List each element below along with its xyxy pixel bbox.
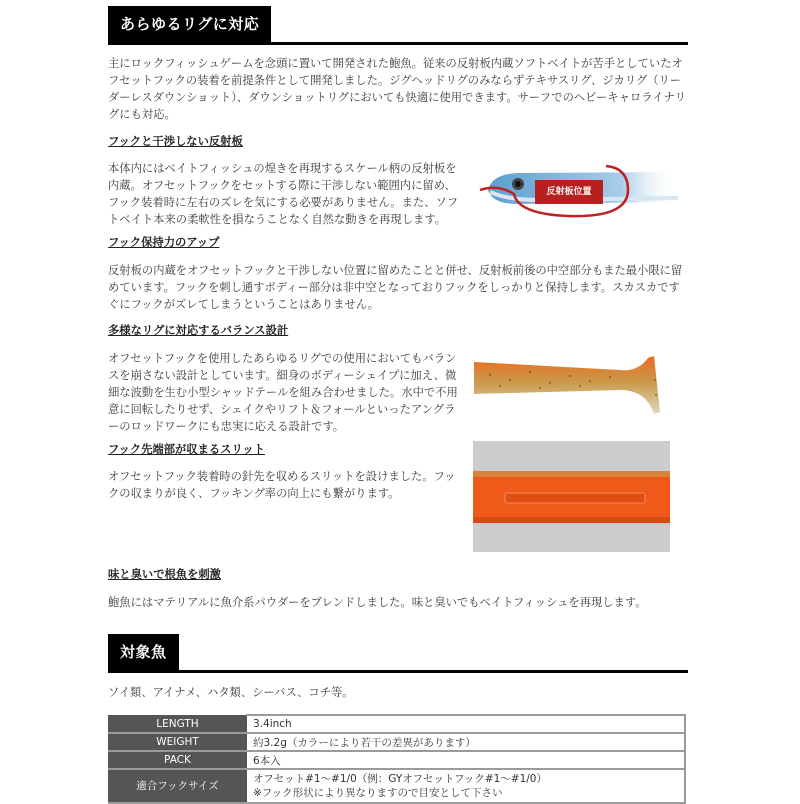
spec-key: PACK — [109, 751, 247, 769]
feature-body: オフセットフック装着時の針先を収めるスリットを設けました。フックの収まりが良く、フッキング率の向上にも繋がります。 — [108, 470, 456, 500]
shad-tail-lure-image — [470, 350, 695, 425]
feature-heading: 味と臭いで根魚を刺激 — [108, 568, 221, 581]
table-row — [109, 715, 686, 733]
feature-body: 本体内にはベイトフィッシュの煌きを再現するスケール柄の反射板を内蔵。オフセットフックをセットする際に干渉しない範囲内に留め、フック装着時に左右のズレを気にする必要がありません。また、ソフトベイト本来の柔軟性を損なうことなく自然な動きを再現します。 — [108, 162, 459, 226]
section-header-rigs — [108, 6, 688, 45]
hook-size-value: オフセット#1～#1/0（例：GYオフセットフック#1～#1/0） — [253, 773, 547, 785]
feature-body: 鮑魚にはマテリアルに魚介系パウダーをブレンドしました。味と臭いでもベイトフィッシュを再現します。 — [108, 596, 647, 609]
feature-body: 反射板の内蔵をオフセットフックと干渉しない位置に留めたことと併せ、反射板前後の中空部分もまた最小限に留めています。フックを刺し通すボディー部分は非中空となっておりフックをしっかりと保持します。スカスカですぐにフックがズレてしまうということはありません。 — [108, 264, 683, 311]
table-row — [109, 769, 686, 803]
feature-heading: フック保持力のアップ — [108, 236, 220, 249]
feature-heading: フックと干渉しない反射板 — [108, 135, 243, 148]
feature-heading: フック先端部が収まるスリット — [108, 443, 265, 456]
hook-size-note: ※フック形状により異なりますので目安として下さい — [253, 787, 503, 799]
feature-body: オフセットフックを使用したあらゆるリグでの使用においてもバランスを崩さない設計としています。細身のボディーシェイプに加え、微細な波動を生む小型シャッドテールを組み合わせました。水中で不用意に回転したりせず、シェイクやリフト＆フォールといったアングラーのロッドワークにも忠実に応える設計です。 — [108, 352, 458, 433]
slit-closeup-image — [473, 441, 670, 552]
spec-value: 約3.2g（カラーにより若干の差異があります） — [247, 733, 686, 751]
section-header-target-fish — [108, 634, 688, 673]
reflector-position-label: 反射板位置 — [535, 180, 603, 204]
target-fish-text: ソイ類、アイナメ、ハタ類、シーバス、コチ等。 — [108, 686, 354, 699]
spec-key: 適合フックサイズ — [109, 769, 247, 803]
section-title: あらゆるリグに対応 — [108, 6, 271, 45]
spec-key: WEIGHT — [109, 733, 247, 751]
spec-key: LENGTH — [109, 715, 247, 733]
feature-heading: 多様なリグに対応するバランス設計 — [108, 324, 289, 337]
section-title: 対象魚 — [108, 634, 179, 673]
spec-value: 6本入 — [247, 751, 686, 769]
table-row — [109, 751, 686, 769]
spec-table — [108, 714, 686, 804]
intro-paragraph: 主にロックフィッシュゲームを念頭に置いて開発された鮑魚。従来の反射板内蔵ソフトベイトが苦手としていたオフセットフックの装着を前提条件として開発しました。ジグヘッドリグのみならずテキサスリグ、ジカリグ（リーダーレスダウンショット）、ダウンショットリグにおいても快適に使用できます。サーフでのヘビーキャロライナリグにも対応。 — [108, 57, 687, 121]
spec-value — [247, 769, 686, 803]
table-row — [109, 733, 686, 751]
spec-value: 3.4inch — [247, 715, 686, 733]
